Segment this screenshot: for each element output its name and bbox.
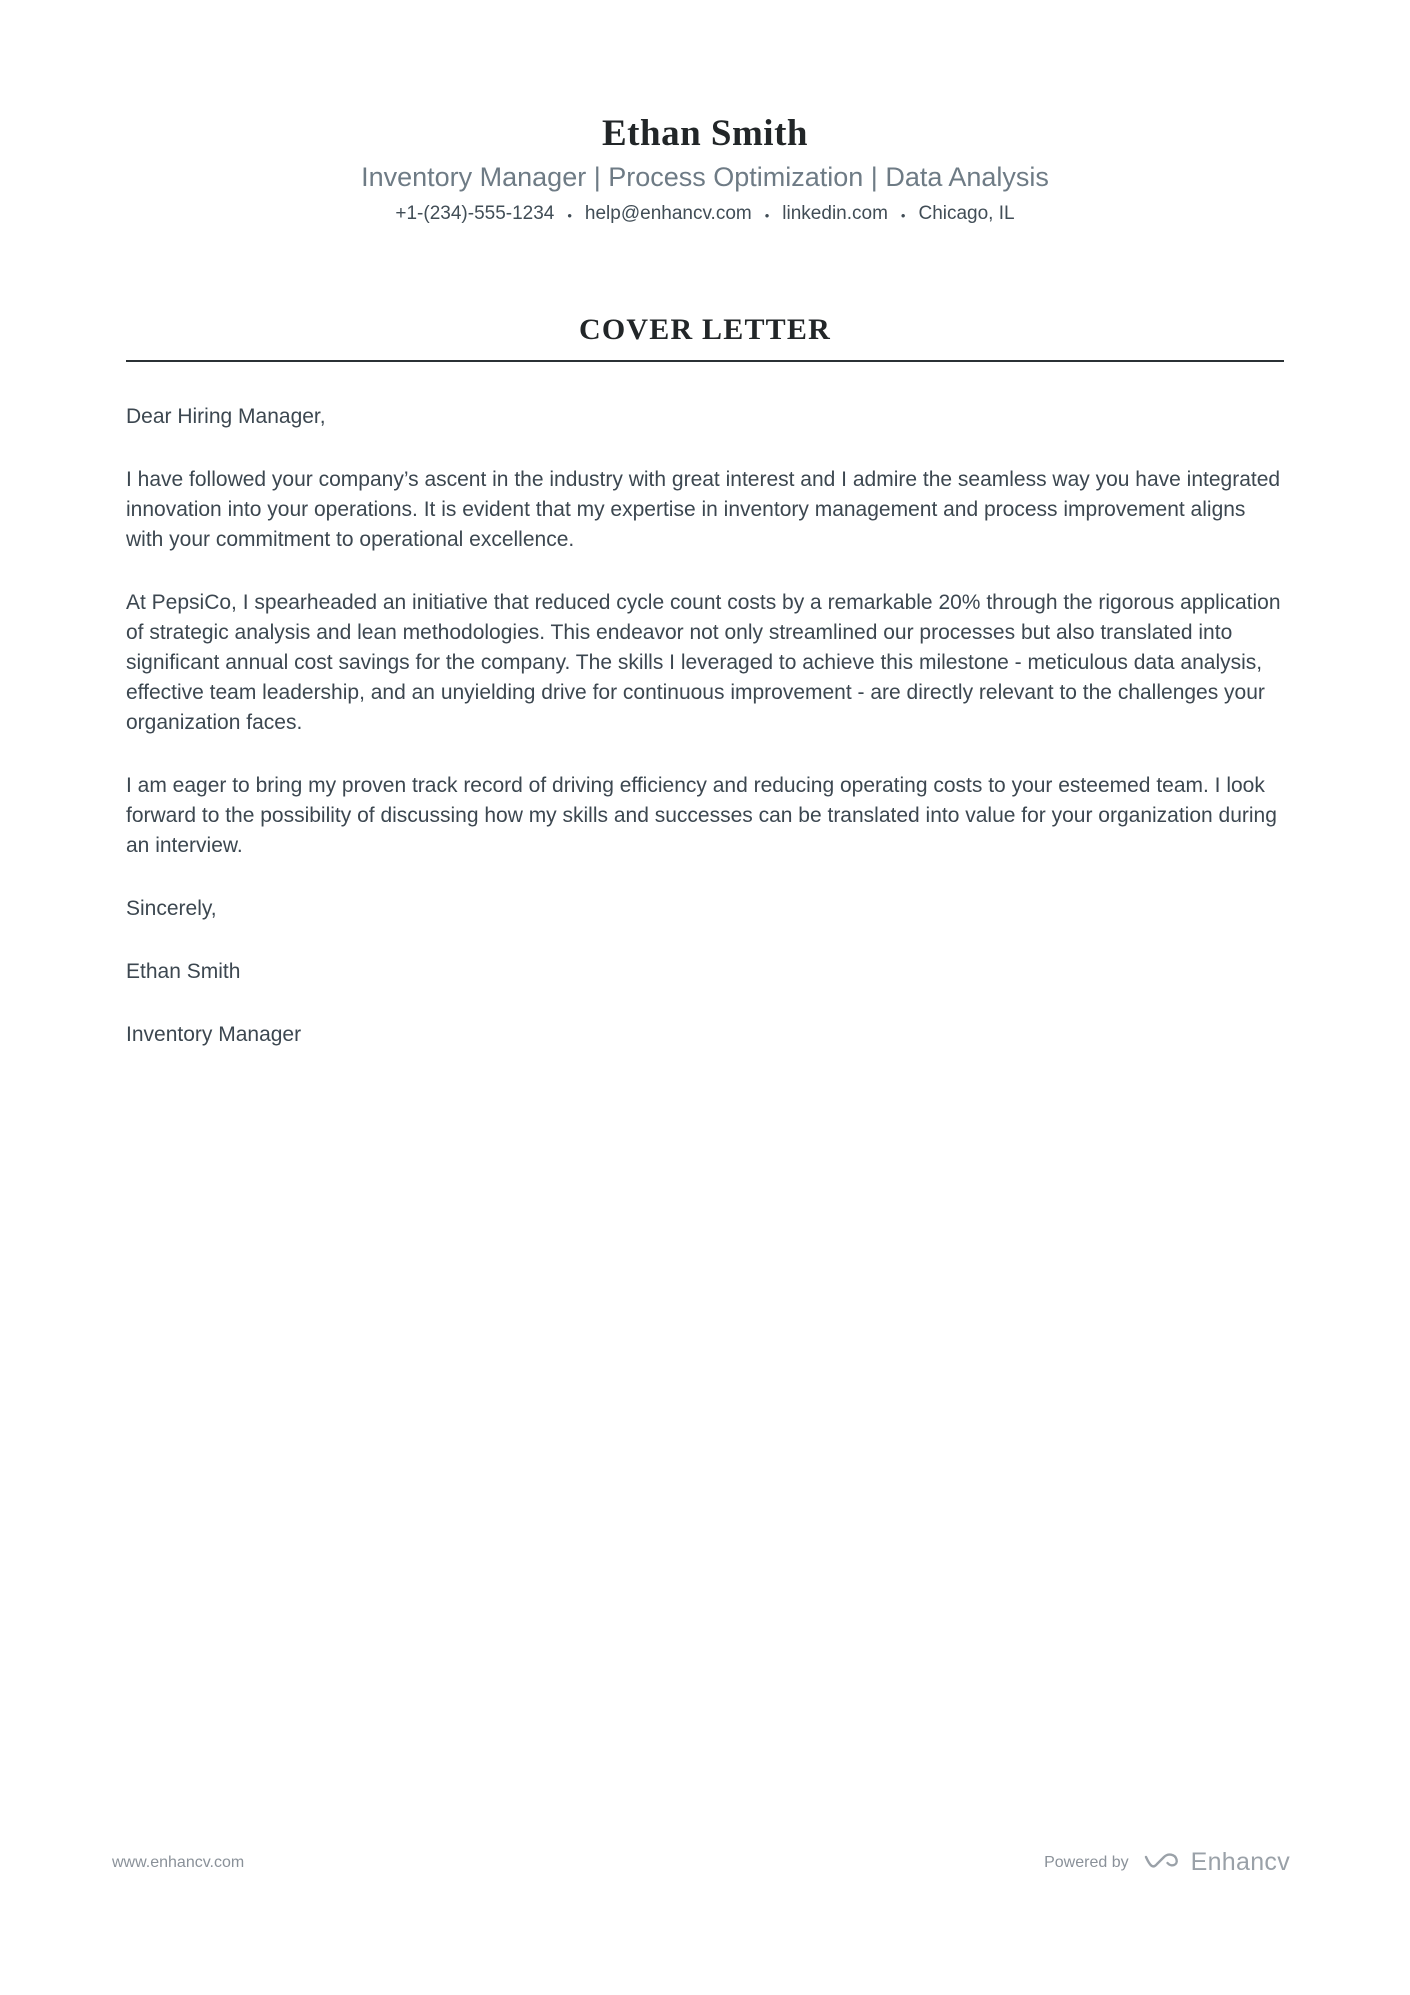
letter-paragraph: I am eager to bring my proven track record of driving efficiency and reducing operating costs to your esteemed team. I look forward to the possibility of discussing how my skills and successes can be translated into value for your organization during an interview. — [126, 774, 1277, 857]
phone-number: +1-(234)-555-1234 — [395, 203, 555, 224]
brand-name: Enhancv — [1190, 1848, 1290, 1876]
email-link[interactable]: help@enhancv.com — [584, 203, 752, 224]
person-headline: Inventory Manager | Process Optimization | Data Analysis — [361, 162, 1049, 192]
location-text: Chicago, IL — [918, 203, 1015, 224]
separator-dot: • — [567, 207, 572, 223]
letter-paragraph: I have followed your company’s ascent in the industry with great interest and I admire the seamless way you have integrated innovation into your operations. It is evident that my expertise in inventory management and process improvement aligns with your commitment to operational excellence. — [126, 468, 1281, 551]
linkedin-link[interactable]: linkedin.com — [782, 203, 888, 224]
document-footer — [112, 1848, 1290, 1877]
cover-letter-section — [126, 313, 1284, 1050]
site-link[interactable]: www.enhancv.com — [112, 1853, 245, 1871]
enhancv-logo-icon — [1143, 1851, 1181, 1875]
section-title: COVER LETTER — [579, 313, 831, 346]
powered-by-label: Powered by — [1044, 1853, 1129, 1871]
closing: Sincerely, — [126, 897, 217, 920]
separator-dot: • — [764, 207, 770, 223]
signature-name: Ethan Smith — [126, 960, 241, 983]
signature-title: Inventory Manager — [126, 1023, 302, 1046]
section-divider — [126, 360, 1284, 362]
letter-paragraph: At PepsiCo, I spearheaded an initiative that reduced cycle count costs by a remarkable 20% through the rigorous application of strategic analysis and lean methodologies. This endeavor not only streamlined our processes but also translated into significant annual cost savings for the company. The skills I leveraged to achieve this milestone - meticulous data analysis, effective team leadership, and an unyielding drive for continuous improvement - are directly relevant to the challenges your organization faces. — [126, 591, 1281, 734]
contact-line — [126, 203, 1284, 225]
person-name: Ethan Smith — [602, 113, 808, 154]
letter-body — [126, 402, 1284, 1050]
enhancv-logo[interactable] — [1143, 1848, 1290, 1877]
document-header — [126, 112, 1284, 225]
salutation: Dear Hiring Manager, — [126, 405, 326, 428]
powered-by-block — [1044, 1848, 1290, 1877]
separator-dot: • — [900, 207, 906, 223]
